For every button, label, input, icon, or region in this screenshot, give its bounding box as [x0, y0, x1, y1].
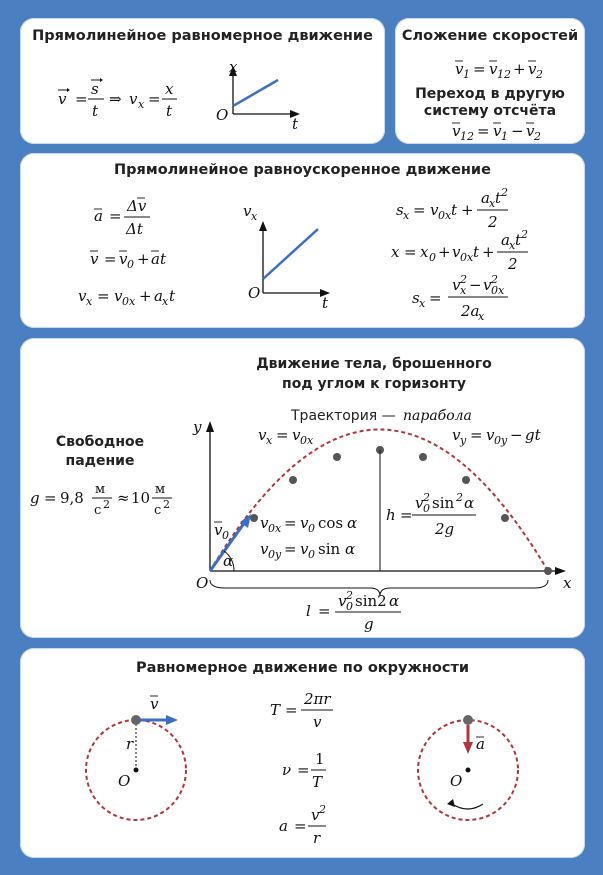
- displacement-velocity-formula: [412, 273, 508, 323]
- svg-text:v: v: [58, 90, 67, 108]
- circular-motion-title: Равномерное движение по окружности: [135, 660, 470, 676]
- svg-text:t: t: [473, 243, 480, 261]
- svg-text:g: g: [364, 615, 374, 633]
- projectile-axes: [192, 418, 572, 592]
- svg-text:α: α: [464, 494, 475, 512]
- velocity-addition-formula: [455, 60, 543, 81]
- coordinate-formula: [391, 228, 528, 273]
- svg-text:12: 12: [497, 68, 511, 81]
- svg-text:+: +: [139, 287, 152, 305]
- svg-text:−: −: [469, 276, 482, 294]
- svg-text:0: 0: [222, 529, 229, 542]
- svg-text:α: α: [347, 514, 358, 532]
- svg-text:с: с: [154, 503, 162, 518]
- svg-text:0x: 0x: [122, 295, 136, 308]
- accelerated-motion-panel: [20, 153, 585, 328]
- svg-text:v: v: [243, 202, 252, 220]
- svg-text:=: =: [285, 701, 298, 719]
- circular-motion-graphics: [20, 648, 585, 858]
- svg-text:2: 2: [423, 491, 430, 504]
- svg-text:ν: ν: [282, 761, 292, 779]
- svg-text:x: x: [489, 197, 496, 210]
- svg-text:2g: 2g: [435, 520, 455, 538]
- svg-text:v: v: [430, 201, 439, 219]
- right-center-label: O: [450, 772, 463, 790]
- svg-text:a: a: [476, 735, 485, 753]
- svg-text:T: T: [312, 773, 323, 791]
- svg-text:v: v: [119, 250, 128, 268]
- graph-origin-label: O: [216, 106, 229, 124]
- svg-text:2: 2: [501, 186, 508, 199]
- free-fall-line2: падение: [65, 453, 135, 469]
- svg-text:h: h: [386, 506, 396, 524]
- svg-text:T: T: [270, 701, 281, 719]
- svg-text:0: 0: [127, 258, 134, 271]
- svg-text:0x: 0x: [300, 434, 314, 447]
- svg-text:t: t: [515, 231, 522, 249]
- displacement-formula: [396, 186, 508, 231]
- accelerated-motion-graphics: [20, 153, 585, 328]
- svg-text:cos: cos: [318, 514, 344, 532]
- svg-text:x: x: [419, 297, 426, 310]
- svg-text:=: =: [413, 201, 426, 219]
- left-center-label: O: [118, 772, 131, 790]
- svg-text:x: x: [165, 80, 174, 98]
- svg-text:v: v: [150, 695, 159, 713]
- svg-text:=: =: [44, 489, 57, 507]
- svg-text:t: t: [495, 189, 502, 207]
- svg-text:g: g: [30, 489, 40, 507]
- svg-text:=: =: [429, 289, 442, 307]
- svg-text:≈: ≈: [117, 489, 130, 507]
- svg-text:s: s: [91, 80, 99, 98]
- svg-text:at: at: [151, 250, 166, 268]
- svg-text:+: +: [482, 243, 495, 261]
- svg-text:Δv: Δv: [127, 197, 147, 215]
- svg-text:=: =: [470, 426, 483, 444]
- svg-text:0x: 0x: [460, 251, 474, 264]
- velocity-addition-title: Сложение скоростей: [401, 28, 579, 44]
- centripetal-formula: [279, 803, 326, 847]
- svg-text:9,8: 9,8: [60, 489, 84, 507]
- svg-text:=: =: [294, 817, 307, 835]
- svg-text:t: t: [92, 102, 99, 120]
- svg-text:v: v: [486, 426, 495, 444]
- svg-text:v: v: [260, 514, 269, 532]
- range-formula: [306, 589, 401, 633]
- svg-text:=: =: [404, 243, 417, 261]
- svg-text:sin: sin: [318, 540, 341, 558]
- svg-text:v: v: [260, 540, 269, 558]
- svg-text:2: 2: [536, 68, 543, 81]
- svg-text:s: s: [412, 289, 420, 307]
- svg-text:v: v: [483, 276, 492, 294]
- right-circle-diagram: [418, 715, 518, 820]
- svg-text:0x: 0x: [491, 284, 505, 297]
- svg-text:r: r: [313, 829, 321, 847]
- svg-text:2: 2: [488, 213, 498, 231]
- svg-text:x: x: [460, 284, 467, 297]
- svg-text:0: 0: [346, 600, 353, 613]
- svg-text:−: −: [510, 426, 523, 444]
- svg-text:2: 2: [103, 498, 110, 511]
- vx-formula: [78, 287, 176, 308]
- svg-text:y: y: [460, 434, 467, 447]
- height-formula: [386, 491, 476, 538]
- projectile-title-line1: Движение тела, брошенного: [256, 356, 492, 372]
- velocity-addition-panel: [395, 18, 585, 144]
- svg-text:=: =: [109, 207, 122, 225]
- svg-text:t: t: [169, 287, 176, 305]
- svg-text:s: s: [396, 201, 404, 219]
- svg-text:=: =: [276, 426, 289, 444]
- vx-t-graph: [243, 202, 330, 312]
- svg-text:=: =: [104, 250, 117, 268]
- svg-text:v: v: [300, 514, 309, 532]
- svg-text:a: a: [501, 231, 510, 249]
- svg-text:2πr: 2πr: [304, 690, 331, 708]
- uniform-motion-panel: [20, 18, 385, 144]
- svg-text:2a: 2a: [461, 302, 480, 320]
- angle-label: α: [223, 552, 234, 570]
- svg-text:2: 2: [491, 273, 498, 286]
- svg-text:2: 2: [456, 491, 463, 504]
- svg-text:=: =: [284, 540, 297, 558]
- vt-graph-t-label: t: [322, 294, 329, 312]
- svg-text:v: v: [489, 60, 498, 78]
- period-formula: [270, 690, 333, 731]
- svg-text:l: l: [306, 602, 311, 620]
- svg-text:α: α: [345, 540, 356, 558]
- svg-text:0: 0: [308, 548, 315, 561]
- svg-text:=: =: [97, 287, 110, 305]
- velocity-formula: [90, 250, 167, 271]
- svg-text:v: v: [338, 592, 347, 610]
- radius-label: r: [126, 735, 134, 753]
- svg-text:v: v: [526, 122, 535, 140]
- projectile-title-line2: под углом к горизонту: [282, 376, 466, 392]
- svg-text:⇒: ⇒: [109, 90, 122, 108]
- frequency-formula: [282, 750, 326, 791]
- svg-text:0: 0: [308, 522, 315, 535]
- svg-text:sin2: sin2: [355, 592, 387, 610]
- svg-text:с: с: [94, 503, 102, 518]
- accelerated-motion-title: Прямолинейное равноускоренное движение: [114, 162, 491, 178]
- svg-text:x: x: [266, 434, 273, 447]
- circular-motion-panel: [20, 648, 585, 858]
- svg-text:α: α: [389, 592, 400, 610]
- reference-frame-line2: систему отсчёта: [423, 103, 557, 119]
- svg-text:1: 1: [501, 130, 508, 143]
- svg-text:0y: 0y: [268, 548, 282, 561]
- svg-text:=: =: [477, 122, 490, 140]
- svg-text:1: 1: [463, 68, 470, 81]
- svg-text:x: x: [86, 295, 93, 308]
- svg-text:2: 2: [346, 589, 353, 602]
- svg-text:v: v: [452, 426, 461, 444]
- svg-text:v: v: [78, 287, 87, 305]
- free-fall-line1: Свободное: [55, 434, 145, 450]
- svg-text:2: 2: [508, 255, 518, 273]
- svg-text:v: v: [292, 426, 301, 444]
- svg-text:a: a: [279, 817, 288, 835]
- svg-text:2: 2: [521, 228, 528, 241]
- svg-text:v: v: [90, 250, 99, 268]
- x-axis-label: x: [563, 574, 572, 592]
- trajectory-label: Траектория —: [291, 408, 396, 424]
- svg-text:v: v: [313, 713, 322, 731]
- uniform-motion-title: Прямолинейное равномерное движение: [32, 28, 373, 44]
- svg-text:t: t: [451, 201, 458, 219]
- graph-t-label: t: [292, 115, 299, 133]
- svg-text:+: +: [438, 243, 451, 261]
- svg-text:0x: 0x: [438, 209, 452, 222]
- projectile-graphics: [20, 338, 585, 638]
- svg-text:+: +: [137, 250, 150, 268]
- projectile-panel: [20, 338, 585, 638]
- vt-graph-origin-label: O: [248, 284, 261, 302]
- svg-text:м: м: [95, 482, 106, 497]
- svg-text:=: =: [297, 761, 310, 779]
- svg-text:x: x: [251, 210, 258, 223]
- uniform-motion-formula: [58, 78, 177, 120]
- svg-text:a: a: [94, 207, 103, 225]
- velocity-addition-graphics: [395, 18, 585, 144]
- svg-text:2: 2: [163, 498, 170, 511]
- svg-text:x: x: [403, 209, 410, 222]
- svg-text:=: =: [284, 514, 297, 532]
- svg-text:1: 1: [315, 750, 325, 768]
- svg-text:v: v: [311, 806, 320, 824]
- trajectory-word: парабола: [403, 408, 472, 424]
- svg-text:v: v: [452, 276, 461, 294]
- svg-text:v: v: [129, 90, 138, 108]
- svg-text:v: v: [114, 287, 123, 305]
- svg-text:v: v: [528, 60, 537, 78]
- svg-text:10: 10: [131, 489, 151, 507]
- g-formula: [30, 482, 172, 518]
- y-axis-label: y: [193, 418, 202, 436]
- svg-text:t: t: [166, 102, 173, 120]
- x-t-graph: [216, 58, 300, 133]
- svg-text:2: 2: [319, 803, 326, 816]
- svg-text:=: =: [473, 60, 486, 78]
- svg-text:v: v: [455, 60, 464, 78]
- svg-text:x: x: [509, 239, 516, 252]
- svg-text:=: =: [148, 90, 161, 108]
- svg-text:a: a: [154, 287, 163, 305]
- svg-text:x: x: [391, 243, 400, 261]
- svg-text:12: 12: [460, 130, 474, 143]
- svg-text:v: v: [452, 122, 461, 140]
- svg-text:x: x: [478, 310, 485, 323]
- svg-text:x: x: [138, 98, 145, 111]
- svg-text:0y: 0y: [494, 434, 508, 447]
- svg-text:м: м: [155, 482, 166, 497]
- vx-const-formula: [258, 426, 314, 447]
- svg-text:v: v: [214, 521, 223, 539]
- svg-text:sin: sin: [432, 494, 455, 512]
- v0x-formula: [260, 514, 357, 535]
- svg-text:=: =: [75, 90, 88, 108]
- graph-x-label: x: [229, 58, 238, 76]
- svg-text:v: v: [452, 243, 461, 261]
- acceleration-formula: [94, 197, 150, 238]
- left-circle-diagram: [86, 695, 186, 820]
- relative-velocity-formula: [452, 122, 541, 143]
- v0y-formula: [260, 540, 355, 561]
- svg-text:−: −: [511, 122, 524, 140]
- svg-text:v: v: [415, 494, 424, 512]
- svg-text:2: 2: [534, 130, 541, 143]
- vy-formula: [452, 426, 542, 447]
- svg-text:=: =: [318, 602, 331, 620]
- svg-text:0: 0: [423, 502, 430, 515]
- svg-text:2: 2: [460, 273, 467, 286]
- svg-text:a: a: [481, 189, 490, 207]
- svg-text:v: v: [300, 540, 309, 558]
- svg-text:x: x: [162, 295, 169, 308]
- reference-frame-line1: Переход в другую: [415, 86, 565, 102]
- svg-text:=: =: [400, 506, 413, 524]
- svg-text:0x: 0x: [268, 522, 282, 535]
- svg-text:Δt: Δt: [126, 220, 143, 238]
- svg-text:x: x: [420, 243, 429, 261]
- svg-text:0: 0: [429, 251, 436, 264]
- svg-text:+: +: [461, 201, 474, 219]
- svg-text:gt: gt: [525, 426, 541, 444]
- uniform-motion-graphics: [20, 18, 385, 144]
- svg-text:v: v: [258, 426, 267, 444]
- projectile-origin-label: O: [196, 574, 209, 592]
- svg-text:v: v: [493, 122, 502, 140]
- svg-text:+: +: [513, 60, 526, 78]
